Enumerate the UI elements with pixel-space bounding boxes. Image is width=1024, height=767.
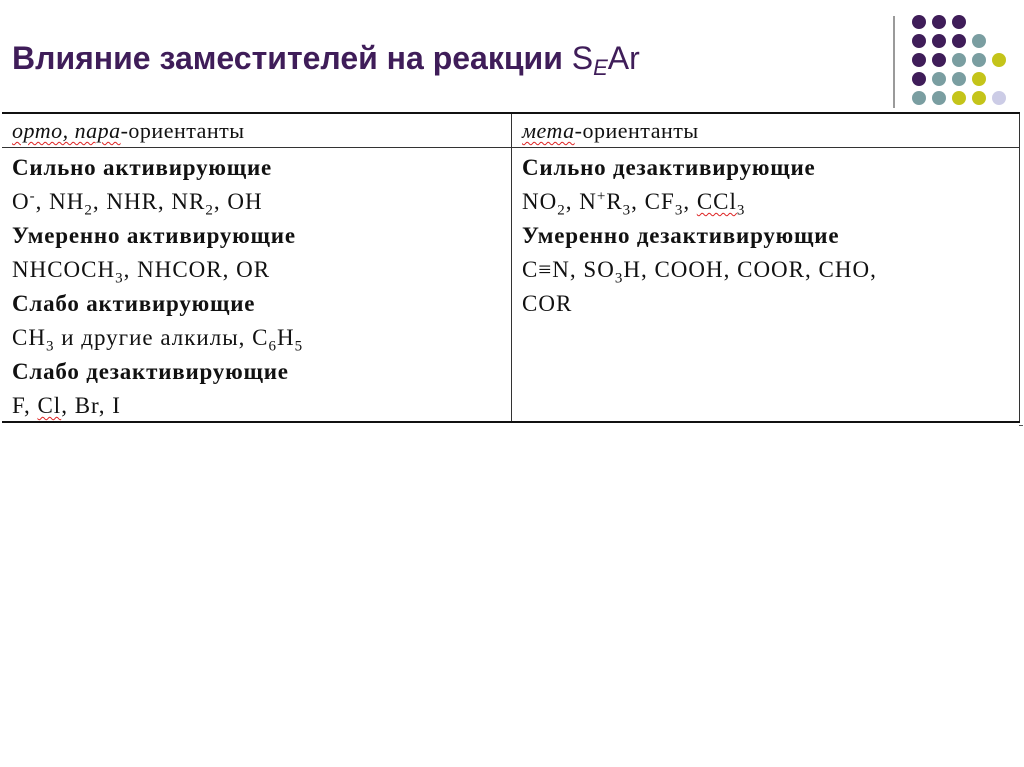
group-weak-activating: Слабо активирующие xyxy=(12,291,256,316)
column-header-meta xyxy=(512,114,1019,148)
group-weak-deactivating: Слабо дезактивирующие xyxy=(12,359,289,384)
title-text: Влияние заместителей на реакции xyxy=(12,40,572,76)
dot xyxy=(952,34,966,48)
dot xyxy=(972,34,986,48)
header-suffix: -ориентанты xyxy=(574,118,699,143)
dot xyxy=(912,15,926,29)
substituents-cor: COR xyxy=(522,291,573,316)
dot xyxy=(932,15,946,29)
dot xyxy=(932,72,946,86)
decorative-divider xyxy=(893,16,895,108)
title-s: S xyxy=(571,40,594,76)
substituents-moderate-activating: $NHCOCH_3$, NHCOR, OR xyxy=(12,257,271,287)
substituents-strong-deactivating: $NO_2$, $N^+R_3$, $CF_3$, CCl$_3$ xyxy=(522,188,746,219)
title-subscript: E xyxy=(593,55,608,80)
substituent-table xyxy=(2,112,1020,423)
dot xyxy=(952,72,966,86)
substituents-moderate-deactivating: C≡N, $SO_3H$, COOH, COOR, CHO, xyxy=(522,257,877,287)
dot xyxy=(952,91,966,105)
substituents-strong-activating: O-, $NH_2$, NHR, $NR_2$, OH xyxy=(12,188,263,219)
dot xyxy=(952,15,966,29)
dot xyxy=(952,53,966,67)
dot xyxy=(932,91,946,105)
group-strong-deactivating: Сильно дезактивирующие xyxy=(522,155,816,180)
group-moderate-activating: Умеренно активирующие xyxy=(12,223,296,248)
dot xyxy=(972,53,986,67)
header-italic: орто, пара xyxy=(12,118,121,143)
group-moderate-deactivating: Умеренно дезактивирующие xyxy=(522,223,840,248)
dot xyxy=(972,91,986,105)
column-ortho-para xyxy=(2,114,512,421)
dot xyxy=(992,53,1006,67)
header-suffix: -ориентанты xyxy=(120,118,245,143)
dot xyxy=(912,34,926,48)
dot xyxy=(912,91,926,105)
header-italic: мета xyxy=(522,118,575,143)
title-ar: Ar xyxy=(607,40,640,76)
dot xyxy=(932,53,946,67)
substituents-halogens: F, Cl, Br, I xyxy=(12,393,121,418)
slide-title xyxy=(12,40,640,80)
dot xyxy=(912,53,926,67)
substituents-weak-activating: $CH_3$ и другие алкилы, $C_6H_5$ xyxy=(12,325,304,355)
dot xyxy=(972,72,986,86)
group-strong-activating: Сильно активирующие xyxy=(12,155,273,180)
dot xyxy=(912,72,926,86)
column-meta xyxy=(512,114,1020,421)
edge-tick xyxy=(1019,425,1023,426)
column-header-ortho-para xyxy=(2,114,511,148)
dot xyxy=(992,91,1006,105)
dot xyxy=(932,34,946,48)
